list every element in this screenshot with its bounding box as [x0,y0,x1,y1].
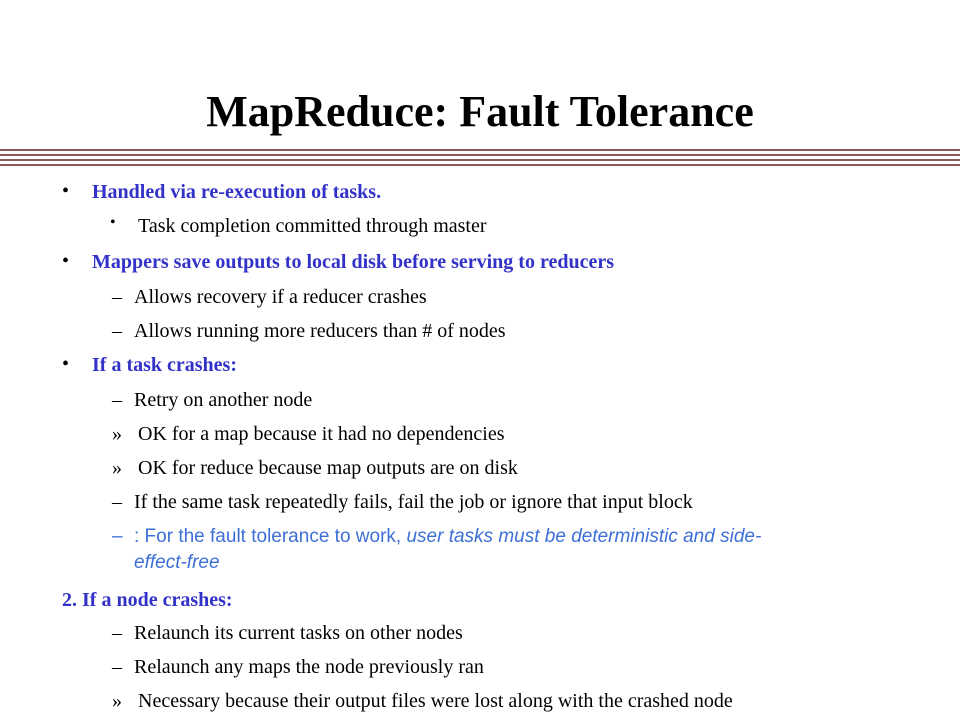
sub-relaunch-maps-text: Relaunch any maps the node previously ran [134,656,484,678]
sub-necessary-text: Necessary because their output files were lost along with the crashed node [138,690,733,712]
sub-deterministic-italic: user tasks must be deterministic and side- [406,526,762,547]
sub-retry-text: Retry on another node [134,389,313,411]
bullet-mappers-save: Mappers save outputs to local disk before serving to reducers [92,251,615,273]
sub-more-reducers [112,319,506,343]
sub-deterministic-cont: effect-free [134,552,220,573]
sub-ok-map-text: OK for a map because it had no dependencies [138,423,505,445]
sub-recovery [112,285,427,309]
bullet-re-execution: Handled via re-execution of tasks. [92,181,382,203]
bullet-node-crashes: 2. If a node crashes: [62,589,233,611]
sub-relaunch-current-text: Relaunch its current tasks on other nodes [134,622,463,644]
bullet-icon: • [62,353,70,375]
sub-ok-reduce [112,456,518,480]
raquo-icon: » [112,690,122,712]
sub-bullet-icon: • [110,214,116,231]
sub-repeated-fail-text: If the same task repeatedly fails, fail the job or ignore that input block [134,491,693,513]
title-divider [0,149,960,169]
sub-task-completion: Task completion committed through master [138,215,487,237]
dash-icon: – [112,526,123,547]
slide-title: MapReduce: Fault Tolerance [206,87,754,136]
bullet-task-crashes: If a task crashes: [92,354,237,376]
sub-deterministic-plain: : For the fault tolerance to work, [134,526,407,547]
sub-more-reducers-text: Allows running more reducers than # of nodes [134,320,506,342]
sub-ok-map [112,422,505,446]
sub-relaunch-current [112,621,463,645]
sub-necessary [112,689,733,713]
dash-icon: – [112,491,122,513]
sub-ok-reduce-text: OK for reduce because map outputs are on disk [138,457,518,479]
sub-relaunch-maps [112,655,484,679]
dash-icon: – [112,389,122,411]
raquo-icon: » [112,457,122,479]
dash-icon: – [112,286,122,308]
dash-icon: – [112,656,122,678]
dash-icon: – [112,320,122,342]
dash-icon: – [112,622,122,644]
bullet-icon: • [62,180,70,202]
bullet-icon: • [62,250,70,272]
sub-repeated-fail [112,490,693,514]
sub-deterministic [112,525,761,549]
sub-recovery-text: Allows recovery if a reducer crashes [134,286,427,308]
sub-retry [112,388,312,412]
raquo-icon: » [112,423,122,445]
